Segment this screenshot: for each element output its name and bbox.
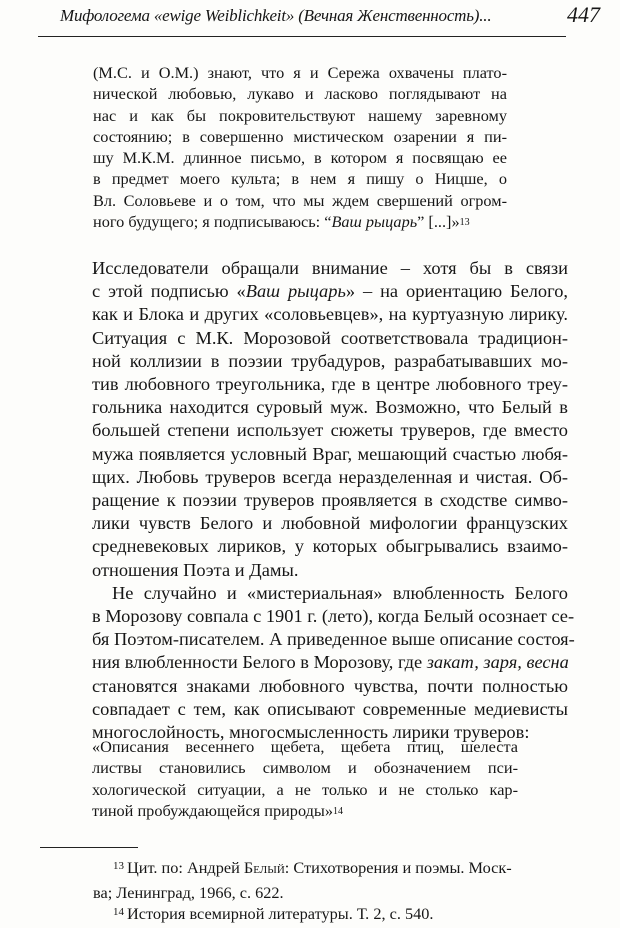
paragraph-1-line: как и Блока и других «соловьевцев», на куртуазную лирику. xyxy=(92,304,568,325)
paragraph-1-line: ной коллизии в поэзии трубадуров, разрабатывавших мо- xyxy=(92,350,568,371)
footnote-13-continuation: ва; Ленинград, 1966, с. 622. xyxy=(93,882,284,902)
page-number: 447 xyxy=(567,2,600,27)
paragraph-1-line: тив любовного треугольника, где в центре любовного треу- xyxy=(92,374,568,395)
footnote-ref-14: 14 xyxy=(332,805,343,817)
paragraph-1-line: Ситуация с М.К. Морозовой соответствовала традицион- xyxy=(92,327,568,348)
quote-line: Вл. Соловьеве и о том, что мы ждем свершений огром- xyxy=(93,190,507,210)
quote-text: тиной пробуждающейся природы» xyxy=(92,800,333,820)
body-text xyxy=(92,257,575,744)
paragraph-2-line: в Морозову совпала с 1901 г. (лето), когда Белый осознает се- xyxy=(92,606,575,627)
quote-line: нической любовью, лукаво и ласково поглядывают на xyxy=(93,84,507,104)
quote-line: состоянию; в совершенно мистическом озарении я пи- xyxy=(93,126,507,146)
quote-line-last xyxy=(93,211,507,232)
quote-line-last xyxy=(92,800,518,821)
paragraph-1-line: средневековых лириков, у которых обыгрывались взаимо- xyxy=(92,536,568,557)
running-head-title: Мифологема «ewige Weiblichkeit» (Вечная Женственность)... xyxy=(60,6,492,25)
quote-line: (М.С. и О.М.) знают, что я и Сережа охвачены плато- xyxy=(93,63,507,82)
paragraph-1-line: Исследователи обращали внимание – хотя бы в связи xyxy=(92,258,568,278)
body-text-run: ния влюбленности Белого в Морозову, где xyxy=(92,652,427,673)
paragraph-1-line: отношения Поэта и Дамы. xyxy=(92,559,299,580)
header-rule xyxy=(38,36,566,37)
body-text-run: » – на ориентацию Белого, xyxy=(345,281,568,302)
paragraph-2-line xyxy=(92,651,568,674)
paragraph-2-line: становятся знаками любовного чувства, почти полностью xyxy=(92,675,568,696)
italic-phrase: Ваш рыцарь xyxy=(331,212,418,232)
italic-phrase: Ваш рыцарь xyxy=(245,281,346,302)
quote-line: хологической ситуации, а не только и не столько кар- xyxy=(92,779,518,799)
footnote-number: 14 xyxy=(113,906,124,918)
footnote-13 xyxy=(93,857,567,882)
italic-phrase: закат, заря, весна xyxy=(426,652,569,673)
footnote-text: Цит. по: Андрей xyxy=(127,858,244,877)
block-quote-1 xyxy=(93,62,507,232)
footnote-text: История всемирной литературы. Т. 2, с. 540. xyxy=(127,904,434,923)
paragraph-1-line: гольника находится суровый муж. Возможно, что Белый в xyxy=(92,397,568,418)
block-quote-2 xyxy=(92,736,518,821)
paragraph-2-line: многослойность, многосмысленность лирики труверов: xyxy=(92,722,530,743)
quote-text: ного будущего; я подписываюсь: “ xyxy=(93,212,332,232)
paragraph-1-line: ращение к поэзии труверов проявляется в сходстве симво- xyxy=(92,490,568,511)
footnote-rule xyxy=(40,847,138,848)
paragraph-1-line: лики чувств Белого и любовной мифологии французских xyxy=(92,513,568,534)
paragraph-2-line: совпадает с тем, как описывают современные медиевисты xyxy=(92,698,568,719)
paragraph-1-line: большей степени использует сюжеты труверов, где вместо xyxy=(92,420,568,441)
paragraph-2-line: бя Поэтом-писателем. А приведенное выше описание состоя- xyxy=(92,629,575,650)
quote-line: в предмет моего культа; в нем я пишу о Ницше, о xyxy=(93,169,507,189)
quote-line: листвы становились символом и обозначением пси- xyxy=(92,758,518,778)
footnote-ref-13: 13 xyxy=(459,217,470,229)
footnotes xyxy=(93,857,567,928)
footnote-14 xyxy=(93,903,567,928)
paragraph-1-line: щих. Любовь труверов всегда неразделенная и чистая. Об- xyxy=(92,466,568,487)
paragraph-2-line: Не случайно и «мистериальная» влюбленность Белого xyxy=(112,582,568,603)
paragraph-1-line xyxy=(92,280,568,303)
quote-line: шу М.К.М. длинное письмо, в котором я посвящаю ее xyxy=(93,148,507,168)
quote-text: ” [...]» xyxy=(417,212,460,232)
quote-line: «Описания весеннего щебета, щебета птиц, шелеста xyxy=(92,737,518,756)
footnote-author: Белый xyxy=(243,858,285,877)
quote-line: нас и как бы покровительствуют нашему заревному xyxy=(93,105,507,125)
footnote-text: : Стихотворения и поэмы. Моск- xyxy=(284,858,512,877)
footnote-number: 13 xyxy=(113,860,124,872)
body-text-run: с этой подписью « xyxy=(92,281,246,302)
running-head xyxy=(60,2,600,32)
paragraph-1-line: мужа появляется условный Враг, мешающий счастью любя- xyxy=(92,443,568,464)
